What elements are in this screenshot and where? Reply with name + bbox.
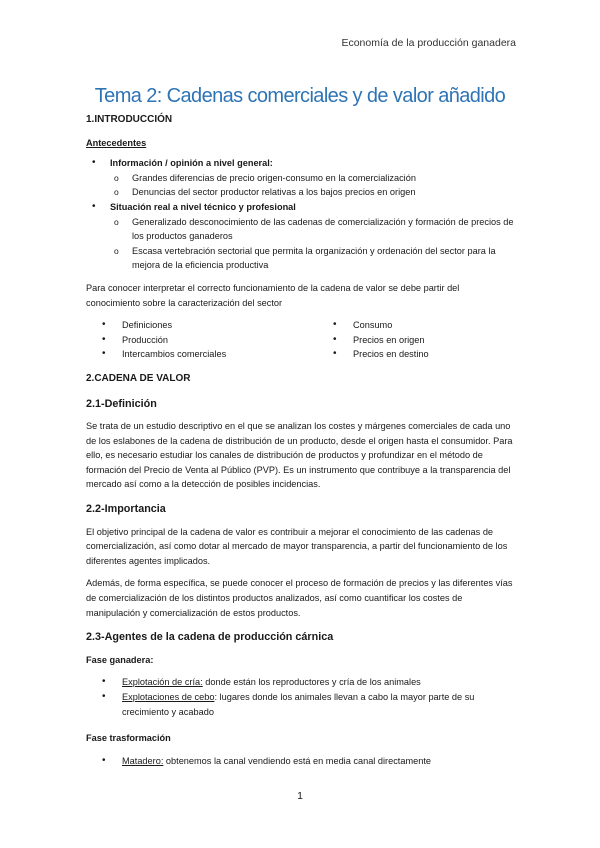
fase-ganadera-label: Fase ganadera: [86,654,154,665]
sector-topics [86,318,514,362]
list-item: o Generalizado desconocimiento de las cadenas de comercialización y formación de precios de los productos ganaderos [110,215,514,244]
group-label: Situación real a nivel técnico y profesional [110,201,296,212]
list-item: o Grandes diferencias de precio origen-consumo en la comercialización [110,171,514,186]
list-item: o Escasa vertebración sectorial que permita la organización y ordenación del sector para la mejora de la eficiencia productiva [110,244,514,273]
list-item [86,675,514,690]
list-item: o Denuncias del sector productor relativas a los bajos precios en origen [110,185,514,200]
list-item: • Producción [86,333,317,348]
topics-column-2 [317,318,497,362]
list-item [86,754,514,769]
subheading-antecedentes: Antecedentes [86,137,147,148]
document-body [86,83,514,768]
importancia-paragraph-2: Además, de forma específica, se puede conocer el proceso de formación de precios y las diferentes vías de comercialización de los distintos productos analizados, así como cuantificar los costes de manipulación y comercialización de estos productos. [86,578,513,618]
section-heading-cadena-de-valor: 2.CADENA DE VALOR [86,372,191,384]
term-description: donde están los reproductores y cría de los animales [202,677,421,688]
fase-trasformacion-label: Fase trasformación [86,733,171,744]
importancia-paragraph-1: El objetivo principal de la cadena de valor es contribuir a mejorar el conocimiento de las cadenas de comercialización, así como dotar al mercado de mayor transparencia, a partir del funcionamiento de los diferentes agentes implicados. [86,526,508,566]
antecedentes-list [86,156,514,273]
term: Matadero: [122,755,164,766]
subsection-heading-importancia: 2.2-Importancia [86,503,166,516]
fase-ganadera-list [86,675,514,719]
list-item: • Consumo [317,318,497,333]
intro-paragraph: Para conocer interpretar el correcto funcionamiento de la cadena de valor se debe partir del conocimiento sobre la caracterización del sector [86,282,460,308]
subsection-heading-definicion: 2.1-Definición [86,397,157,410]
list-item: • Precios en origen [317,333,497,348]
subsection-heading-agentes: 2.3-Agentes de la cadena de producción cárnica [86,631,334,644]
page-title: Tema 2: Cadenas comerciales y de valor añadido [94,85,506,107]
fase-trasformacion-list [86,754,514,769]
section-heading-introduccion: 1.INTRODUCCIÓN [86,114,173,125]
list-item: • Definiciones [86,318,317,333]
list-item [86,200,514,273]
list-item: • Precios en destino [317,347,497,362]
sub-list [110,171,514,200]
definicion-paragraph: Se trata de un estudio descriptivo en el que se analizan los costes y márgenes comerciales de cada uno de los eslabones de la cadena de distribución de un producto, desde el origen hasta el consumidor. Para ello, es necesario estudiar los canales de distribución de productos y profundizar en el método de formación del Precio de Venta al Público (PVP). Es un instrumento que contribuye a la transparencia del mercado así como a la detección de posibles incidencias. [86,421,513,490]
page-number: 1 [297,790,303,802]
term: Explotación de cría: [122,677,203,688]
running-header: Economía de la producción ganadera [341,37,516,49]
term-description: : lugares donde los animales llevan a cabo la mayor parte de su crecimiento y acabado [122,692,475,717]
group-label: Información / opinión a nivel general: [110,158,273,169]
sub-list [110,215,514,273]
term: Explotaciones de cebo [122,692,215,702]
list-item [86,690,514,719]
topics-column-1 [86,318,317,362]
list-item [86,156,514,200]
term-description: obtenemos la canal vendiendo está en media canal directamente [163,755,432,766]
list-item: • Intercambios comerciales [86,347,317,362]
